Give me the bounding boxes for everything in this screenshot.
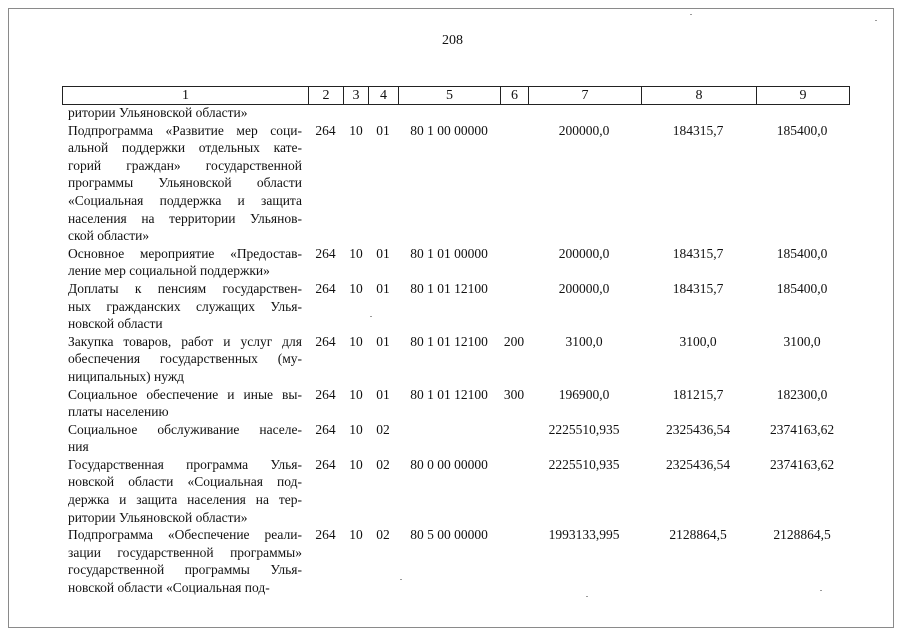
description-line: горий граждан» государственной	[68, 157, 302, 173]
cell-col-2: 264	[315, 245, 336, 261]
description-line: зации государственной программы»	[68, 544, 302, 560]
cell-col-8: 3100,0	[679, 333, 717, 349]
table-row	[62, 122, 848, 245]
cell-col-4: 01	[376, 386, 390, 402]
description-line: держка и защита населения на тер-	[68, 492, 302, 508]
description-line: ниципальных) нужд	[68, 368, 185, 384]
row-description	[62, 421, 302, 456]
description-line: населения на территории Ульянов-	[68, 210, 302, 226]
description-line: новской области	[68, 316, 163, 332]
description-line: ской области»	[68, 228, 150, 244]
table-body	[62, 104, 848, 597]
cell-col-8: 184315,7	[672, 245, 724, 261]
row-description	[62, 526, 302, 596]
row-description	[62, 122, 302, 245]
cell-col-5: 80 1 01 12100	[410, 386, 488, 402]
description-line: альной поддержки отдельных кате-	[68, 140, 302, 156]
cell-col-7: 1993133,995	[548, 527, 620, 543]
cell-col-3: 10	[349, 527, 363, 543]
description-line: обеспечения государственных (му-	[68, 351, 302, 367]
cell-col-4: 01	[376, 333, 390, 349]
row-description	[62, 280, 302, 333]
header-col-2: 2	[309, 87, 344, 104]
cell-col-4: 01	[376, 280, 390, 296]
scan-speck	[400, 579, 402, 580]
cell-col-2: 264	[315, 527, 336, 543]
cell-col-8: 181215,7	[672, 386, 724, 402]
page-number: 208	[442, 33, 463, 48]
cell-col-9: 2374163,62	[769, 421, 835, 437]
cell-col-3: 10	[349, 333, 363, 349]
header-col-5: 5	[399, 87, 501, 104]
cell-col-7: 3100,0	[565, 333, 603, 349]
scan-speck	[586, 596, 588, 597]
table-row	[62, 421, 848, 456]
description-line: Социальное обслуживание населе-	[68, 421, 302, 437]
row-description	[62, 333, 302, 386]
cell-col-5: 80 1 01 12100	[410, 280, 488, 296]
table-header	[62, 86, 850, 105]
scan-speck	[875, 20, 877, 21]
description-line: ных гражданских служащих Улья-	[68, 298, 302, 314]
cell-col-3: 10	[349, 386, 363, 402]
cell-col-4: 01	[376, 122, 390, 138]
description-line: Подпрограмма «Обеспечение реали-	[68, 527, 302, 543]
cell-col-7: 2225510,935	[548, 421, 620, 437]
cell-col-2: 264	[315, 456, 336, 472]
description-line: новской области «Социальная под-	[68, 474, 302, 490]
table-row	[62, 104, 848, 122]
cell-col-5: 80 0 00 00000	[410, 456, 488, 472]
description-line: Государственная программа Улья-	[68, 456, 302, 472]
cell-col-3: 10	[349, 421, 363, 437]
scan-speck	[820, 590, 822, 591]
cell-col-9: 3100,0	[783, 333, 821, 349]
scan-speck	[690, 14, 692, 15]
row-description	[62, 245, 302, 280]
header-col-9: 9	[757, 87, 850, 104]
description-line: ритории Ульяновской области»	[68, 105, 248, 120]
table-row	[62, 456, 848, 526]
description-line: платы населению	[68, 404, 169, 420]
header-col-4: 4	[369, 87, 399, 104]
table-row	[62, 386, 848, 421]
header-col-7: 7	[529, 87, 642, 104]
description-line: Доплаты к пенсиям государствен-	[68, 280, 302, 296]
description-line: Закупка товаров, работ и услуг для	[68, 333, 302, 349]
table-row	[62, 245, 848, 280]
cell-col-8: 2325436,54	[665, 421, 731, 437]
description-line: Подпрограмма «Развитие мер соци-	[68, 122, 302, 138]
description-line: ния	[68, 439, 89, 455]
cell-col-5: 80 1 01 00000	[410, 245, 488, 261]
table-row	[62, 333, 848, 386]
cell-col-9: 182300,0	[776, 386, 828, 402]
cell-col-8: 184315,7	[672, 280, 724, 296]
cell-col-2: 264	[315, 280, 336, 296]
cell-col-3: 10	[349, 122, 363, 138]
cell-col-9: 2374163,62	[769, 456, 835, 472]
cell-col-5: 80 1 01 12100	[410, 333, 488, 349]
cell-col-4: 02	[376, 527, 390, 543]
cell-col-7: 2225510,935	[548, 456, 620, 472]
description-line: «Социальная поддержка и защита	[68, 192, 302, 208]
cell-col-8: 2128864,5	[669, 527, 727, 543]
cell-col-8: 2325436,54	[665, 456, 731, 472]
header-col-3: 3	[344, 87, 369, 104]
cell-col-9: 185400,0	[776, 245, 828, 261]
cell-col-2: 264	[315, 122, 336, 138]
cell-col-6: 300	[503, 386, 525, 402]
cell-col-4: 02	[376, 456, 390, 472]
description-line: государственной программы Улья-	[68, 562, 302, 578]
cell-col-7: 196900,0	[558, 386, 610, 402]
description-line: Основное мероприятие «Предостав-	[68, 245, 302, 261]
table-row	[62, 280, 848, 333]
cell-col-7: 200000,0	[558, 245, 610, 261]
header-col-8: 8	[642, 87, 757, 104]
cell-col-9: 185400,0	[776, 122, 828, 138]
cell-col-3: 10	[349, 456, 363, 472]
cell-col-7: 200000,0	[558, 122, 610, 138]
header-col-6: 6	[501, 87, 529, 104]
scan-speck	[370, 316, 372, 317]
cell-col-5: 80 1 00 00000	[410, 122, 488, 138]
cell-col-3: 10	[349, 245, 363, 261]
row-description	[62, 386, 302, 421]
cell-col-2: 264	[315, 421, 336, 437]
row-description	[62, 104, 302, 122]
description-line: ритории Ульяновской области»	[68, 509, 248, 525]
table-row	[62, 526, 848, 596]
cell-col-2: 264	[315, 333, 336, 349]
cell-col-6: 200	[503, 333, 525, 349]
row-description	[62, 456, 302, 526]
cell-col-9: 185400,0	[776, 280, 828, 296]
cell-col-4: 02	[376, 421, 390, 437]
cell-col-5: 80 5 00 00000	[410, 527, 488, 543]
cell-col-9: 2128864,5	[773, 527, 831, 543]
cell-col-2: 264	[315, 386, 336, 402]
cell-col-4: 01	[376, 245, 390, 261]
description-line: ление мер социальной поддержки»	[68, 263, 270, 279]
description-line: Социальное обеспечение и иные вы-	[68, 386, 302, 402]
cell-col-8: 184315,7	[672, 122, 724, 138]
cell-col-3: 10	[349, 280, 363, 296]
description-line: программы Ульяновской области	[68, 175, 302, 191]
header-col-1: 1	[63, 87, 309, 104]
description-line: новской области «Социальная под-	[68, 580, 270, 596]
cell-col-7: 200000,0	[558, 280, 610, 296]
